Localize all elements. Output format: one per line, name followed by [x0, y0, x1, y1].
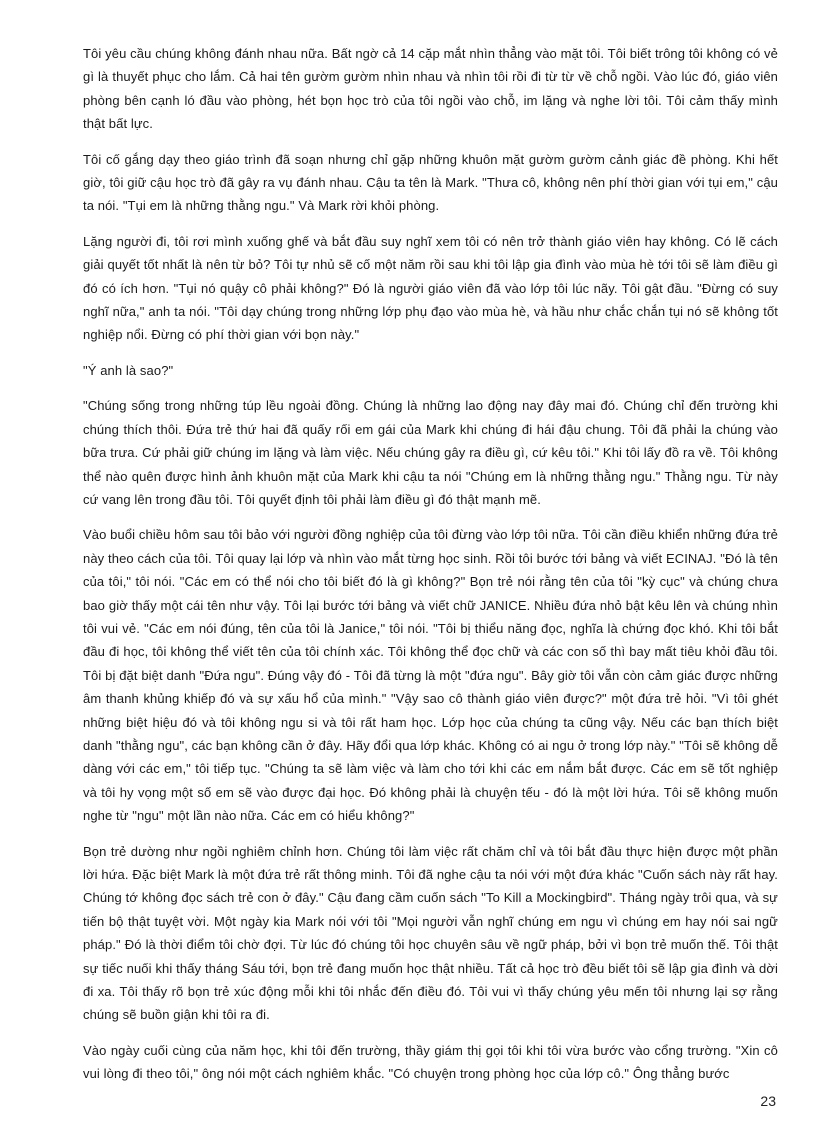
paragraph-6: Vào buổi chiều hôm sau tôi bảo với người đồng nghiệp của tôi đừng vào lớp tôi nữa. Tôi cần điều khiển những đứa trẻ này theo cách của tôi. Tôi quay lại lớp và nhìn vào mắt từng học sinh. Rồi tôi bước tới bảng và viết ECINAJ. "Đó là tên của tôi," tôi nói. "Các em có thể nói cho tôi biết đó là gì không?" Bọn trẻ nói rằng tên của tôi "kỳ cục" và chúng chưa bao giờ thấy một cái tên như vậy. Tôi lại bước tới bảng và viết chữ JANICE. Nhiều đứa nhỏ bật kêu lên và chúng nhìn tôi vui vẻ. "Các em nói đúng, tên của tôi là Janice," tôi nói. "Tôi bị thiểu năng đọc, nghĩa là chứng đọc khó. Khi tôi bắt đầu đi học, tôi không thể viết tên của tôi chính xác. Tôi không thể đọc chữ và các con số thì bay mất tiêu khỏi đầu tôi. Tôi bị đặt biệt danh "Đứa ngu". Đúng vậy đó - Tôi đã từng là một "đứa ngu". Bây giờ tôi vẫn còn cảm giác được những âm thanh khủng khiếp đó và sự xấu hổ của mình." "Vậy sao cô thành giáo viên được?" một đứa trẻ hỏi. "Vì tôi ghét những biệt hiệu đó và tôi không ngu si và tôi rất ham học. Lớp học của chúng ta cũng vậy. Nếu các bạn thích biệt danh "thằng ngu", các bạn không cần ở đây. Hãy đổi qua lớp khác. Không có ai ngu ở trong lớp này." "Tôi sẽ không dễ dàng với các em," tôi tiếp tục. "Chúng ta sẽ làm việc và làm cho tới khi các em nắm bắt được. Các em sẽ tốt nghiệp và tôi hy vọng một số em sẽ vào được đại học. Đó không phải là chuyện tếu - đó là một lời hứa. Tôi sẽ không muốn nghe từ "ngu" một lần nào nữa. Các em có hiểu không?" — [83, 527, 778, 824]
paragraph-1: Tôi yêu cầu chúng không đánh nhau nữa. Bất ngờ cả 14 cặp mắt nhìn thẳng vào mặt tôi. Tôi biết trông tôi không có vẻ gì là thuyết phục cho lắm. Cả hai tên gườm gườm nhìn nhau và nhìn tôi rồi đi từ từ về chỗ ngồi. Vào lúc đó, giáo viên phòng bên cạnh ló đầu vào phòng, hét bọn học trò của tôi ngồi vào chỗ, im lặng và nghe lời tôi. Tôi cảm thấy mình thật bất lực. — [83, 46, 778, 132]
paragraph-2: Tôi cố gắng dạy theo giáo trình đã soạn nhưng chỉ gặp những khuôn mặt gườm gườm cảnh giác đề phòng. Khi hết giờ, tôi giữ cậu học trò đã gây ra vụ đánh nhau. Cậu ta tên là Mark. "Thưa cô, không nên phí thời gian với tụi em," cậu ta nói. "Tụi em là những thằng ngu." Và Mark rời khỏi phòng. — [83, 151, 778, 214]
document-body — [83, 42, 778, 1098]
paragraph-3: Lặng người đi, tôi rơi mình xuống ghế và bắt đầu suy nghĩ xem tôi có nên trở thành giáo viên hay không. Có lẽ cách giải quyết tốt nhất là nên từ bỏ? Tôi tự nhủ sẽ cố một năm rồi sau khi tôi lập gia đình vào mùa hè tới tôi sẽ làm điều gì đó có ích hơn. "Tụi nó quậy cô phải không?" Đó là người giáo viên đã vào lớp tôi lúc nãy. Tôi gật đầu. "Đừng có suy nghĩ nữa," anh ta nói. "Tôi dạy chúng trong những lớp phụ đạo vào mùa hè, và hầu như chắc chắn tụi nó sẽ không tốt nghiệp nổi. Đừng có phí thời gian với bọn này." — [83, 233, 778, 343]
paragraph-4: "Ý anh là sao?" — [83, 362, 174, 378]
paragraph-8: Vào ngày cuối cùng của năm học, khi tôi đến trường, thầy giám thị gọi tôi khi tôi vừa bước vào cổng trường. "Xin cô vui lòng đi theo tôi," ông nói một cách nghiêm khắc. "Có chuyện trong phòng học của lớp cô." Ông thẳng bước — [83, 1042, 778, 1082]
paragraph-7: Bọn trẻ dường như ngồi nghiêm chỉnh hơn. Chúng tôi làm việc rất chăm chỉ và tôi bắt đầu thực hiện được một phần lời hứa. Đặc biệt Mark là một đứa trẻ rất thông minh. Tôi đã nghe cậu ta nói với một đứa khác "Cuốn sách này rất hay. Chúng tớ không đọc sách trẻ con ở đây." Cậu đang cầm cuốn sách "To Kill a Mockingbird". Tháng ngày trôi qua, và sự tiến bộ thật tuyệt vời. Một ngày kia Mark nói với tôi "Mọi người vẫn nghĩ chúng em ngu vì chúng em hay nói sai ngữ pháp." Đó là thời điểm tôi chờ đợi. Từ lúc đó chúng tôi học chuyên sâu về ngữ pháp, bởi vì bọn trẻ muốn thế. Tôi thật sự tiếc nuối khi thấy tháng Sáu tới, bọn trẻ đang muốn học thật nhiều. Tất cả học trò đều biết tôi sẽ lập gia đình và dời đi xa. Tôi thấy rõ bọn trẻ xúc động mỗi khi tôi nhắc đến điều đó. Tôi vui vì thấy chúng yêu mến tôi nhưng lại sợ rằng chúng sẽ buồn giận khi tôi ra đi. — [83, 843, 778, 1023]
page-number: 23 — [760, 1093, 776, 1109]
paragraph-5: "Chúng sống trong những túp lều ngoài đồng. Chúng là những lao động nay đây mai đó. Chúng chỉ đến trường khi chúng thích thôi. Đứa trẻ thứ hai đã quấy rối em gái của Mark khi chúng đi hái đậu chung. Tôi đã phải la chúng vào bữa trưa. Cứ phải giữ chúng im lặng và làm việc. Nếu chúng gây ra điều gì, cứ kêu tôi." Khi tôi lấy đồ ra về. Tôi không thể nào quên được hình ảnh khuôn mặt của Mark khi cậu ta nói "Chúng em là những thằng ngu." Thằng ngu. Từ này cứ vang lên trong đầu tôi. Tôi quyết định tôi phải làm điều gì đó thật mạnh mẽ. — [83, 398, 778, 507]
